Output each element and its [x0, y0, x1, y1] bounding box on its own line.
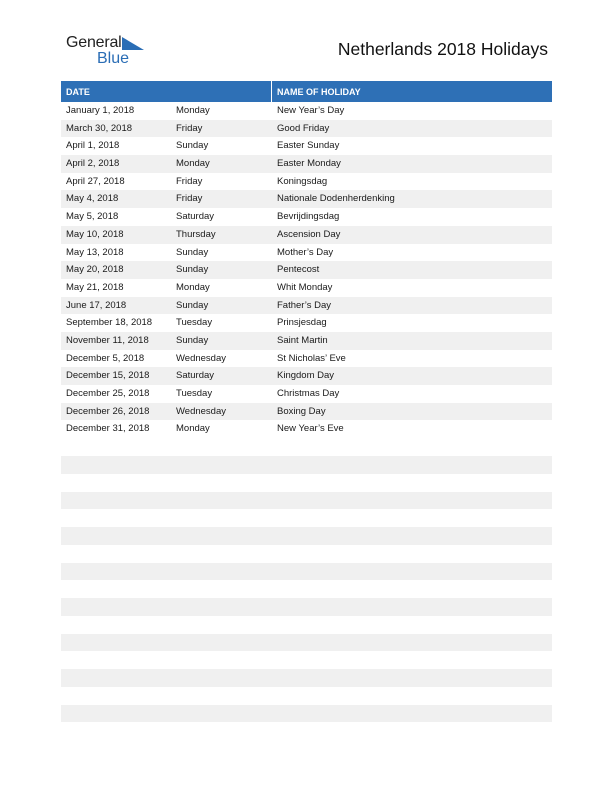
cell-date: May 20, 2018: [66, 264, 124, 276]
blank-row: [61, 527, 552, 545]
table-row: [61, 226, 552, 244]
cell-holiday: Easter Monday: [277, 158, 341, 170]
table-header: [61, 81, 552, 102]
blank-row: [61, 456, 552, 474]
cell-holiday: Good Friday: [277, 122, 330, 134]
cell-date: May 5, 2018: [66, 211, 119, 223]
cell-day: Saturday: [176, 211, 215, 223]
cell-holiday: Easter Sunday: [277, 140, 340, 152]
cell-date: December 15, 2018: [66, 370, 150, 382]
table-row: [61, 190, 552, 208]
cell-day: Wednesday: [176, 352, 226, 364]
table-row: [61, 120, 552, 138]
table-row: [61, 403, 552, 421]
page-title: Netherlands 2018 Holidays: [337, 39, 548, 59]
cell-holiday: Christmas Day: [277, 388, 340, 399]
cell-day: Thursday: [176, 228, 216, 240]
cell-date: May 10, 2018: [66, 228, 124, 240]
header-divider: [271, 81, 272, 102]
cell-day: Saturday: [176, 370, 215, 382]
cell-date: November 11, 2018: [66, 334, 149, 346]
logo-text-blue: Blue: [97, 50, 130, 67]
cell-day: Monday: [176, 423, 210, 435]
cell-day: Monday: [176, 105, 210, 116]
blank-row: [61, 492, 552, 510]
cell-holiday: New Year’s Day: [277, 105, 345, 116]
cell-holiday: Bevrijdingsdag: [277, 211, 340, 223]
table-row: [61, 350, 552, 368]
table-row: [61, 137, 552, 155]
holiday-table: [61, 81, 552, 438]
blank-row: [61, 705, 552, 723]
cell-holiday: Saint Martin: [277, 334, 328, 346]
cell-holiday: Whit Monday: [277, 281, 333, 293]
cell-date: April 27, 2018: [66, 175, 125, 187]
cell-day: Monday: [176, 158, 210, 170]
cell-day: Sunday: [176, 140, 209, 152]
blank-row: [61, 669, 552, 687]
cell-holiday: Kingdom Day: [277, 370, 335, 382]
cell-day: Tuesday: [176, 388, 213, 399]
cell-date: March 30, 2018: [66, 122, 133, 134]
table-row: [61, 314, 552, 332]
table-row: [61, 279, 552, 297]
cell-date: May 4, 2018: [66, 193, 119, 205]
cell-date: May 21, 2018: [66, 281, 124, 293]
cell-day: Friday: [176, 193, 203, 205]
cell-date: April 2, 2018: [66, 158, 120, 170]
cell-day: Sunday: [176, 264, 209, 276]
cell-holiday: New Year’s Eve: [277, 423, 344, 435]
cell-date: January 1, 2018: [66, 105, 135, 116]
cell-date: December 26, 2018: [66, 405, 150, 417]
cell-date: April 1, 2018: [66, 140, 120, 152]
cell-holiday: Ascension Day: [277, 228, 341, 240]
blank-row: [61, 598, 552, 616]
cell-date: September 18, 2018: [66, 317, 153, 329]
table-row: [61, 173, 552, 191]
cell-holiday: Nationale Dodenherdenking: [277, 193, 395, 205]
cell-day: Sunday: [176, 246, 209, 258]
blank-row: [61, 634, 552, 652]
table-row: [61, 385, 552, 403]
blank-row: [61, 563, 552, 581]
cell-day: Friday: [176, 122, 203, 134]
cell-day: Sunday: [176, 299, 209, 311]
cell-holiday: Boxing Day: [277, 405, 326, 417]
cell-date: December 25, 2018: [66, 388, 150, 399]
table-body: [61, 102, 552, 438]
cell-day: Friday: [176, 175, 203, 187]
cell-date: June 17, 2018: [66, 299, 127, 311]
cell-holiday: Prinsjesdag: [277, 317, 327, 329]
table-row: [61, 208, 552, 226]
cell-day: Tuesday: [176, 317, 213, 329]
table-row: [61, 420, 552, 438]
cell-date: May 13, 2018: [66, 246, 124, 258]
table-row: [61, 297, 552, 315]
column-header-date: DATE: [66, 87, 90, 97]
cell-holiday: Pentecost: [277, 264, 320, 276]
table-row: [61, 244, 552, 262]
cell-day: Monday: [176, 281, 210, 293]
cell-holiday: St Nicholas’ Eve: [277, 352, 346, 364]
cell-date: December 5, 2018: [66, 352, 145, 364]
table-row: [61, 367, 552, 385]
cell-holiday: Father’s Day: [277, 299, 332, 311]
cell-day: Wednesday: [176, 405, 226, 417]
cell-day: Sunday: [176, 334, 209, 346]
cell-holiday: Mother’s Day: [277, 246, 334, 258]
logo-triangle-icon: [122, 37, 144, 50]
table-row: [61, 102, 552, 120]
logo-text-general: General: [66, 34, 122, 51]
brand-logo: [66, 34, 156, 68]
cell-date: December 31, 2018: [66, 423, 150, 435]
table-row: [61, 332, 552, 350]
column-header-holiday: NAME OF HOLIDAY: [277, 87, 361, 97]
table-row: [61, 155, 552, 173]
cell-holiday: Koningsdag: [277, 175, 328, 187]
table-row: [61, 261, 552, 279]
